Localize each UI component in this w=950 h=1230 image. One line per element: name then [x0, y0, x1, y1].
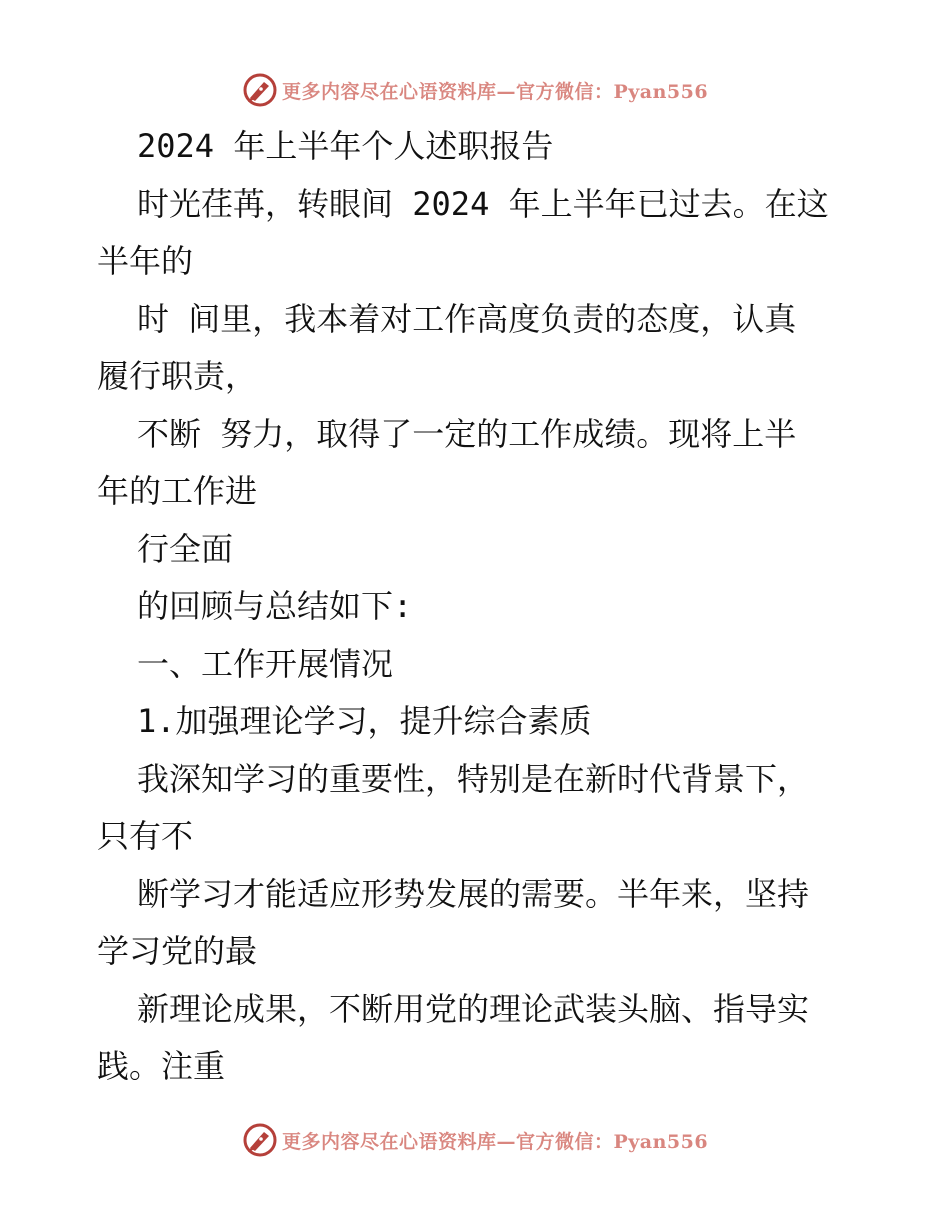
- footer-watermark-text: 更多内容尽在心语资料库—官方微信：Pyan556: [281, 1130, 709, 1153]
- text-line: 一、工作开展情况: [137, 644, 394, 683]
- pen-nib-logo-icon: [242, 72, 278, 108]
- text-line: 时 间里，我本着对工作高度负责的态度，认真: [137, 299, 797, 338]
- text-line: 的回顾与总结如下:: [137, 587, 413, 625]
- text-line: 断学习才能适应形势发展的需要。半年来，坚持: [137, 874, 810, 913]
- text-line: 不断 努力，取得了一定的工作成绩。现将上半: [137, 414, 797, 453]
- text-line: 只有不: [97, 817, 194, 855]
- header-watermark-banner: [0, 70, 950, 110]
- text-line: 年的工作进: [97, 472, 258, 510]
- text-line: 我深知学习的重要性，特别是在新时代背景下，: [137, 759, 810, 798]
- header-watermark-text: 更多内容尽在心语资料库—官方微信：Pyan556: [281, 80, 709, 103]
- document-body: [0, 118, 950, 1096]
- text-line: 学习党的最: [97, 932, 258, 970]
- text-line: 践。注重: [97, 1047, 226, 1085]
- text-line: 1.加强理论学习，提升综合素质: [137, 702, 592, 740]
- text-line: 新理论成果，不断用党的理论武装头脑、指导实: [137, 989, 810, 1028]
- footer-watermark-banner: [0, 1120, 950, 1160]
- text-line: 行全面: [137, 529, 234, 568]
- text-line: 履行职责，: [97, 357, 258, 395]
- text-line: 半年的: [97, 242, 194, 280]
- pen-nib-logo-icon: [242, 1122, 278, 1158]
- text-line: 2024 年上半年个人述职报告: [137, 127, 554, 165]
- text-line: 时光荏苒，转眼间 2024 年上半年已过去。在这: [137, 184, 829, 223]
